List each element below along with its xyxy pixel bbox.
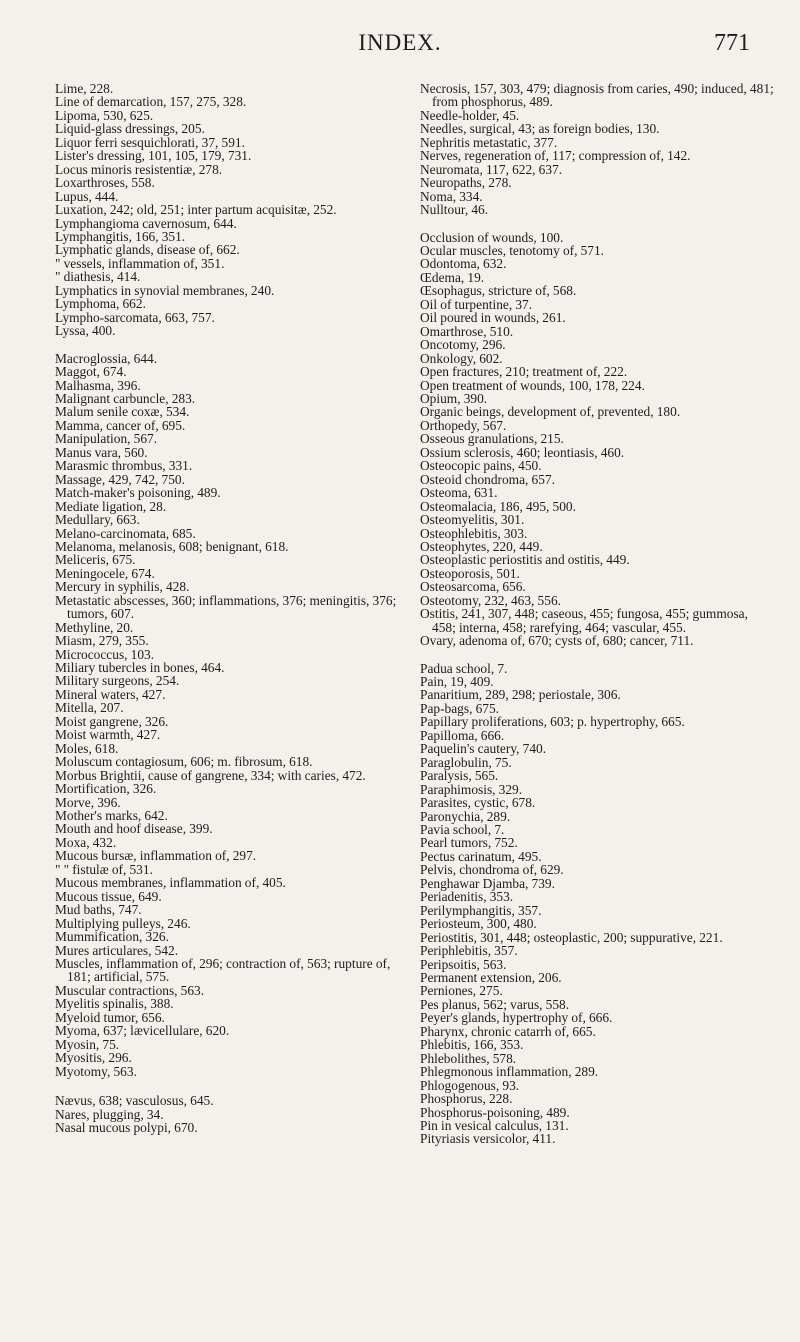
index-entry: Mercury in syphilis, 428.: [55, 579, 190, 595]
index-entry: Mucous bursæ, inflammation of, 297.: [55, 848, 257, 864]
index-entry: Pavia school, 7.: [420, 822, 505, 838]
index-entry: Needles, surgical, 43; as foreign bodies, 130.: [420, 121, 660, 137]
index-entry: Œsophagus, stricture of, 568.: [420, 283, 577, 299]
index-entry: Maggot, 674.: [55, 364, 127, 380]
index-entry: Opium, 390.: [420, 390, 488, 406]
index-entry: Nulltour, 46.: [420, 202, 489, 218]
index-section-m: [55, 352, 405, 1078]
index-entry: Lymphoma, 662.: [55, 296, 146, 312]
index-entry: Lymphatic glands, disease of, 662.: [55, 242, 240, 258]
index-entry: Pectus carinatum, 495.: [420, 848, 542, 864]
index-entry: Nares, plugging, 34.: [55, 1106, 164, 1122]
index-section-p: [420, 662, 774, 1146]
left-column: [55, 82, 405, 1134]
index-entry: Periadenitis, 353.: [420, 889, 514, 905]
index-entry: Peripsoitis, 563.: [420, 956, 507, 972]
index-entry: Pin in vesical calculus, 131.: [420, 1117, 569, 1133]
index-section-n-continued: [420, 82, 774, 217]
index-entry: Open fractures, 210; treatment of, 222.: [420, 364, 628, 380]
index-entry: Lime, 228.: [55, 81, 114, 96]
index-entry: Neuropaths, 278.: [420, 175, 512, 191]
index-entry: Lymphangitis, 166, 351.: [55, 228, 186, 244]
index-entry: Oil poured in wounds, 261.: [420, 310, 566, 326]
index-entry: Osseous granulations, 215.: [420, 431, 564, 447]
index-entry: Mamma, cancer of, 695.: [55, 417, 186, 433]
index-entry: Odontoma, 632.: [420, 256, 507, 272]
index-entry: Manus vara, 560.: [55, 444, 148, 460]
index-entry: Lympho-sarcomata, 663, 757.: [55, 309, 215, 325]
index-entry: Perniones, 275.: [420, 983, 503, 999]
section-gap: [420, 648, 774, 662]
index-entry: Mummification, 326.: [55, 929, 169, 945]
index-entry: Padua school, 7.: [420, 660, 508, 676]
index-entry: Necrosis, 157, 303, 479; diagnosis from caries, 490; induced, 481; from phosphorus, 489.: [420, 81, 774, 110]
section-gap: [420, 217, 774, 231]
index-entry: Paquelin's cautery, 740.: [420, 741, 547, 757]
index-entry: Pearl tumors, 752.: [420, 835, 518, 851]
index-entry: " " fistulæ of, 531.: [55, 861, 153, 877]
index-entry: Oncotomy, 296.: [420, 337, 506, 353]
index-entry: Moist gangrene, 326.: [55, 713, 169, 729]
index-entry: Melano-carcinomata, 685.: [55, 525, 196, 541]
index-entry: Mineral waters, 427.: [55, 686, 166, 702]
index-entry: Papilloma, 666.: [420, 727, 505, 743]
index-entry: Mures articulares, 542.: [55, 942, 179, 958]
index-entry: Luxation, 242; old, 251; inter partum acquisitæ, 252.: [55, 202, 337, 218]
index-entry: Osteoplastic periostitis and ostitis, 449.: [420, 552, 630, 568]
index-entry: Mouth and hoof disease, 399.: [55, 821, 213, 837]
index-entry: Nerves, regeneration of, 117; compression of, 142.: [420, 148, 691, 164]
index-entry: Paraphimosis, 329.: [420, 781, 523, 797]
index-entry: Ovary, adenoma of, 670; cysts of, 680; cancer, 711.: [420, 633, 694, 649]
index-entry: Mucous membranes, inflammation of, 405.: [55, 875, 286, 891]
index-entry: Mud baths, 747.: [55, 902, 142, 918]
index-entry: Myeloid tumor, 656.: [55, 1009, 165, 1025]
index-entry: Moles, 618.: [55, 740, 119, 756]
index-entry: Orthopedy, 567.: [420, 417, 507, 433]
index-entry: Ocular muscles, tenotomy of, 571.: [420, 242, 605, 258]
index-entry: Organic beings, development of, prevented, 180.: [420, 404, 681, 420]
index-entry: Loxarthroses, 558.: [55, 175, 155, 191]
index-entry: Pain, 19, 409.: [420, 674, 494, 690]
index-entry: Muscular contractions, 563.: [55, 982, 205, 998]
index-entry: Malignant carbuncle, 283.: [55, 390, 196, 406]
index-entry: Medullary, 663.: [55, 512, 140, 528]
index-entry: Perilymphangitis, 357.: [420, 902, 542, 918]
index-entry: Line of demarcation, 157, 275, 328.: [55, 94, 247, 110]
index-entry: Osteophytes, 220, 449.: [420, 538, 543, 554]
index-entry: Neuromata, 117, 622, 637.: [420, 161, 563, 177]
index-entry: Paralysis, 565.: [420, 768, 499, 784]
index-entry: " diathesis, 414.: [55, 269, 141, 285]
index-entry: Myotomy, 563.: [55, 1063, 137, 1079]
index-entry: Mitella, 207.: [55, 700, 124, 716]
index-entry: Lister's dressing, 101, 105, 179, 731.: [55, 148, 252, 164]
index-entry: Nasal mucous polypi, 670.: [55, 1119, 198, 1135]
index-entry: Papillary proliferations, 603; p. hypertrophy, 665.: [420, 714, 685, 730]
index-entry: Open treatment of wounds, 100, 178, 224.: [420, 377, 645, 393]
index-entry: Paraglobulin, 75.: [420, 754, 512, 770]
index-entry: Locus minoris resistentiæ, 278.: [55, 161, 223, 177]
index-entry: Meningocele, 674.: [55, 565, 155, 581]
index-entry: Phlebitis, 166, 353.: [420, 1037, 524, 1053]
index-entry: Osteocopic pains, 450.: [420, 458, 542, 474]
index-entry: Osteotomy, 232, 463, 556.: [420, 592, 561, 608]
index-entry: Periphlebitis, 357.: [420, 943, 518, 959]
index-entry: Pharynx, chronic catarrh of, 665.: [420, 1023, 596, 1039]
index-entry: " vessels, inflammation of, 351.: [55, 255, 225, 271]
index-entry: Pityriasis versicolor, 411.: [420, 1131, 556, 1147]
index-entry: Noma, 334.: [420, 188, 483, 204]
index-entry: Methyline, 20.: [55, 619, 134, 635]
index-entry: Morbus Brightii, cause of gangrene, 334; with caries, 472.: [55, 767, 366, 783]
index-entry: Mucous tissue, 649.: [55, 888, 162, 904]
index-entry: Marasmic thrombus, 331.: [55, 458, 193, 474]
index-entry: Nephritis metastatic, 377.: [420, 134, 558, 150]
index-entry: Osteomalacia, 186, 495, 500.: [420, 498, 576, 514]
index-section-o: [420, 231, 774, 648]
index-entry: Omarthrose, 510.: [420, 323, 514, 339]
index-entry: Panaritium, 289, 298; periostale, 306.: [420, 687, 621, 703]
index-entry: Lupus, 444.: [55, 188, 119, 204]
page-header: [0, 28, 800, 68]
index-entry: Mother's marks, 642.: [55, 808, 168, 824]
section-gap: [55, 338, 405, 352]
index-entry: Liquor ferri sesquichlorati, 37, 591.: [55, 134, 245, 150]
index-entry: Osteoporosis, 501.: [420, 565, 520, 581]
index-entry: Myelitis spinalis, 388.: [55, 996, 174, 1012]
index-entry: Match-maker's poisoning, 489.: [55, 485, 221, 501]
index-entry: Melanoma, melanosis, 608; benignant, 618.: [55, 538, 289, 554]
index-entry: Phlebolithes, 578.: [420, 1050, 517, 1066]
index-entry: Œdema, 19.: [420, 269, 485, 285]
index-entry: Micrococcus, 103.: [55, 646, 155, 662]
index-entry: Occlusion of wounds, 100.: [420, 229, 564, 245]
index-entry: Lyssa, 400.: [55, 323, 116, 339]
index-entry: Malum senile coxæ, 534.: [55, 404, 190, 420]
index-entry: Osteophlebitis, 303.: [420, 525, 528, 541]
index-entry: Military surgeons, 254.: [55, 673, 180, 689]
index-entry: Myosin, 75.: [55, 1036, 120, 1052]
index-entry: Pap-bags, 675.: [420, 700, 500, 716]
index-entry: Parasites, cystic, 678.: [420, 795, 536, 811]
index-entry: Phosphorus-poisoning, 489.: [420, 1104, 570, 1120]
index-entry: Myositis, 296.: [55, 1050, 132, 1066]
index-entry: Onkology, 602.: [420, 350, 503, 366]
index-entry: Lymphangioma cavernosum, 644.: [55, 215, 237, 231]
index-entry: Lipoma, 530, 625.: [55, 107, 154, 123]
index-entry: Massage, 429, 742, 750.: [55, 471, 185, 487]
index-entry: Lymphatics in synovial membranes, 240.: [55, 282, 275, 298]
index-entry: Osteosarcoma, 656.: [420, 579, 526, 595]
index-entry: Paronychia, 289.: [420, 808, 511, 824]
index-entry: Osteoid chondroma, 657.: [420, 471, 555, 487]
index-entry: Morve, 396.: [55, 794, 121, 810]
index-entry: Ossium sclerosis, 460; leontiasis, 460.: [420, 444, 625, 460]
index-entry: Myoma, 637; lævicellulare, 620.: [55, 1023, 230, 1039]
index-entry: Pelvis, chondroma of, 629.: [420, 862, 564, 878]
index-entry: Liquid-glass dressings, 205.: [55, 121, 205, 137]
index-entry: Moist warmth, 427.: [55, 727, 161, 743]
index-entry: Metastatic abscesses, 360; inflammations, 376; meningitis, 376; tumors, 607.: [55, 592, 397, 622]
index-entry: Miasm, 279, 355.: [55, 633, 149, 649]
index-entry: Mediate ligation, 28.: [55, 498, 167, 514]
index-entry: Peyer's glands, hypertrophy of, 666.: [420, 1010, 613, 1026]
section-gap: [55, 1078, 405, 1094]
index-entry: Ostitis, 241, 307, 448; caseous, 455; fungosa, 455; gummosa, 458; interna, 458; rarefying, 464; vascular, 455.: [420, 606, 748, 635]
index-entry: Nævus, 638; vasculosus, 645.: [55, 1093, 214, 1109]
index-entry: Malhasma, 396.: [55, 377, 141, 393]
index-entry: Moluscum contagiosum, 606; m. fibrosum, 618.: [55, 754, 313, 770]
right-column: [420, 82, 774, 1146]
index-entry: Miliary tubercles in bones, 464.: [55, 660, 225, 676]
index-entry: Phlegmonous inflammation, 289.: [420, 1064, 599, 1080]
index-entry: Meliceris, 675.: [55, 552, 136, 568]
page-title: INDEX.: [358, 30, 442, 55]
index-entry: Muscles, inflammation of, 296; contraction of, 563; rupture of, 181; artificial, 575.: [55, 956, 391, 985]
index-entry: Penghawar Djamba, 739.: [420, 875, 555, 891]
index-entry: Oil of turpentine, 37.: [420, 296, 533, 312]
page-number: 771: [714, 30, 750, 56]
index-section-l: [55, 82, 405, 338]
index-entry: Needle-holder, 45.: [420, 107, 520, 123]
index-entry: Macroglossia, 644.: [55, 350, 158, 366]
index-entry: Periostitis, 301, 448; osteoplastic, 200; suppurative, 221.: [420, 929, 723, 945]
index-entry: Mortification, 326.: [55, 781, 157, 797]
index-entry: Periosteum, 300, 480.: [420, 916, 537, 932]
index-entry: Osteomyelitis, 301.: [420, 512, 525, 528]
index-entry: Multiplying pulleys, 246.: [55, 915, 191, 931]
index-entry: Permanent extension, 206.: [420, 970, 562, 985]
index-entry: Phosphorus, 228.: [420, 1091, 513, 1107]
index-entry: Manipulation, 567.: [55, 431, 158, 447]
index-entry: Phlogogenous, 93.: [420, 1077, 520, 1093]
index-entry: Moxa, 432.: [55, 834, 117, 850]
index-entry: Osteoma, 631.: [420, 485, 498, 501]
index-section-n: [55, 1094, 405, 1134]
index-entry: Pes planus, 562; varus, 558.: [420, 996, 570, 1012]
